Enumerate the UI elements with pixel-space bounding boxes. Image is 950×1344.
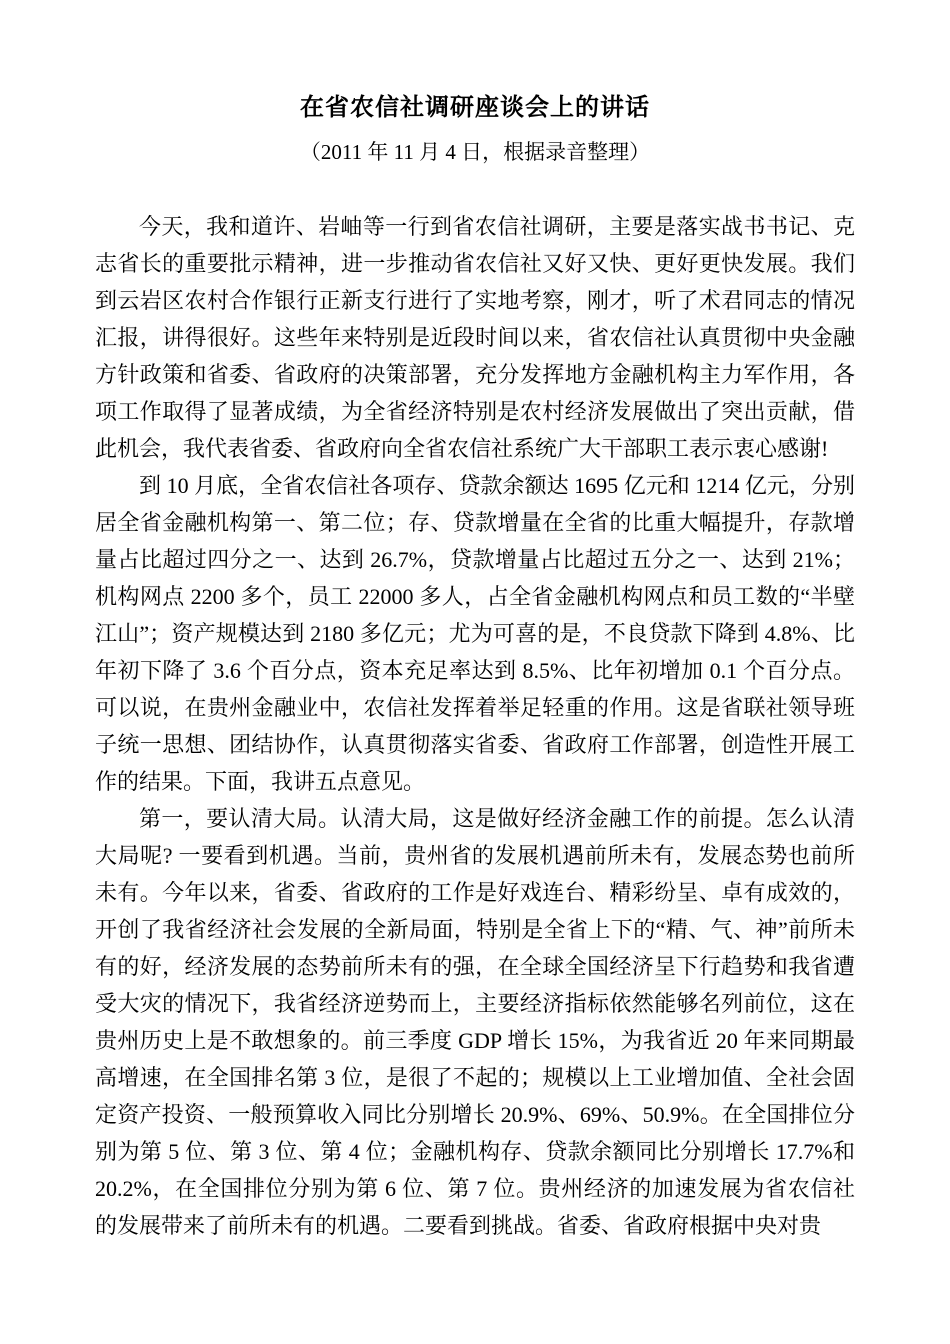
paragraph: 今天，我和道许、岩岫等一行到省农信社调研，主要是落实战书书记、克志省长的重要批示精神，进一步推动省农信社又好又快、更好更快发展。我们到云岩区农村合作银行正新支行进行了实地考察，刚才，听了术君同志的情况汇报，讲得很好。这些年来特别是近段时间以来，省农信社认真贯彻中央金融方针政策和省委、省政府的决策部署，充分发挥地方金融机构主力军作用，各项工作取得了显著成绩，为全省经济特别是农村经济发展做出了突出贡献，借此机会，我代表省委、省政府向全省农信社系统广大干部职工表示衷心感谢! — [95, 214, 855, 461]
document-subtitle: （2011 年 11 月 4 日，根据录音整理） — [299, 140, 651, 164]
paragraph: 第一，要认清大局。认清大局，这是做好经济金融工作的前提。怎么认清大局呢? 一要看到机遇。当前，贵州省的发展机遇前所未有，发展态势也前所未有。今年以来，省委、省政府的工作是好戏连台、精彩纷呈、卓有成效的，开创了我省经济社会发展的全新局面，特别是全省上下的“精、气、神”前所未有的好，经济发展的态势前所未有的强，在全球全国经济呈下行趋势和我省遭受大灾的情况下，我省经济逆势而上，主要经济指标依然能够名列前位，这在贵州历史上是不敢想象的。前三季度 GDP 增长 15%，为我省近 20 年来同期最高增速，在全国排名第 3 位，是很了不起的；规模以上工业增加值、全社会固定资产投资、一般预算收入同比分别增长 20.9%、69%、50.9%。在全国排位分别为第 5 位、第 3 位、第 4 位；金融机构存、贷款余额同比分别增长 17.7%和 20.2%，在全国排位分别为第 6 位、第 7 位。贵州经济的加速发展为省农信社的发展带来了前所未有的机遇。二要看到挑战。省委、省政府根据中央对贵 — [95, 806, 855, 1238]
paragraph: 到 10 月底，全省农信社各项存、贷款余额达 1695 亿元和 1214 亿元，分别居全省金融机构第一、第二位；存、贷款增量在全省的比重大幅提升，存款增量占比超过四分之一、达到 26.7%，贷款增量占比超过五分之一、达到 21%；机构网点 2200 多个，员工 22000 多人，占全省金融机构网点和员工数的“半壁江山”；资产规模达到 2180 多亿元；尤为可喜的是，不良贷款下降到 4.8%、比年初下降了 3.6 个百分点，资本充足率达到 8.5%、比年初增加 0.1 个百分点。可以说，在贵州金融业中，农信社发挥着举足轻重的作用。这是省联社领导班子统一思想、团结协作，认真贯彻落实省委、省政府工作部署，创造性开展工作的结果。下面，我讲五点意见。 — [95, 473, 855, 794]
document-body — [95, 208, 855, 1244]
document-title: 在省农信社调研座谈会上的讲话 — [300, 95, 650, 121]
